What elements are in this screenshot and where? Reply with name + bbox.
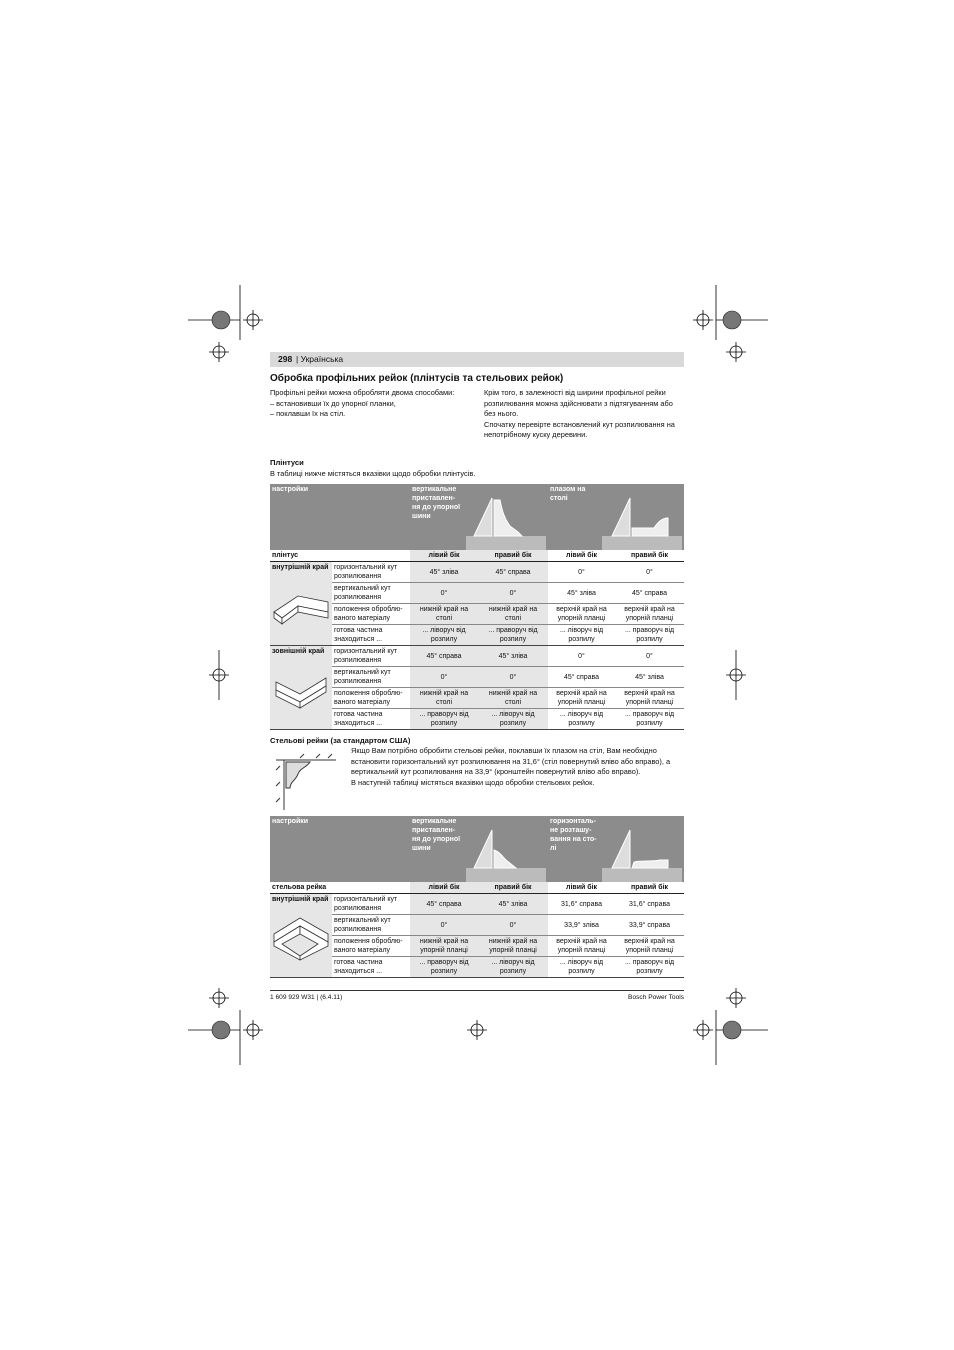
row-label: горизонтальний кут розпилювання	[332, 894, 410, 915]
row-label: горизонтальний кут розпилювання	[332, 562, 410, 583]
flat-position-icon	[602, 820, 682, 882]
table-row	[270, 604, 684, 625]
group-name: внутрішній край	[272, 564, 329, 571]
vertical-position-icon	[466, 488, 546, 550]
cell: 45° зліва	[410, 562, 478, 583]
cell: ... ліворуч від розпилу	[548, 957, 615, 978]
table-row	[270, 646, 684, 667]
cell: ... праворуч від розпилу	[410, 709, 478, 730]
cell: верхній край на упорній планці	[548, 936, 615, 957]
header-flat	[548, 484, 684, 550]
table-header-row	[270, 484, 684, 550]
footer-doc-number: 1 609 929 W31 | (6.4.11)	[270, 994, 343, 1001]
table-row	[270, 562, 684, 583]
cell: 45° зліва	[478, 894, 548, 915]
crown-table	[270, 816, 684, 978]
row-label: вертикальний кут розпилювання	[332, 915, 410, 936]
row-label: готова частина знаходиться ...	[332, 709, 410, 730]
cell: ... ліворуч від розпилу	[478, 709, 548, 730]
header-vertical	[410, 816, 548, 882]
group-name: зовнішній край	[272, 648, 325, 655]
right-side-label: правий бік	[478, 550, 548, 562]
table-header-row	[270, 816, 684, 882]
cell: 45° зліва	[548, 583, 615, 604]
cell: ... праворуч від розпилу	[615, 625, 684, 646]
group-name: внутрішній край	[272, 896, 329, 903]
row-label: готова частина знаходиться ...	[332, 957, 410, 978]
header-flat-label: горизонталь-не розташу-вання на сто-лі	[550, 818, 597, 852]
header-flat	[548, 816, 684, 882]
left-side-label: лівий бік	[410, 550, 478, 562]
left-side-label: лівий бік	[548, 882, 615, 894]
outer-corner-icon	[272, 664, 330, 714]
cell: нижній край на столі	[478, 604, 548, 625]
skirting-table	[270, 484, 684, 730]
cell: ... праворуч від розпилу	[615, 957, 684, 978]
cell: 45° справа	[410, 646, 478, 667]
group-inner-edge	[270, 894, 332, 978]
cell: 0°	[410, 915, 478, 936]
intro-right-paragraph-1: Крім того, в залежності від ширини профільної рейки розпилювання можна здійснювати з підтягуванням або без нього.	[484, 388, 673, 418]
cell: 45° справа	[615, 583, 684, 604]
right-side-label: правий бік	[615, 882, 684, 894]
footer-brand: Bosch Power Tools	[628, 994, 684, 1001]
crown-paragraph-1: Якщо Вам потрібно обробити стельові рейки, поклавши їх плазом на стіл, Вам необхідно встановити горизонтальний кут розпилювання на 31,6° (стіл повернутий вліво або вправо), а вертикальний кут розпилювання на 33,9° (кронштейн повернутий вліво або вправо).	[351, 746, 671, 776]
cell: ... ліворуч від розпилу	[478, 957, 548, 978]
cell: ... ліворуч від розпилу	[548, 709, 615, 730]
cell: 0°	[615, 562, 684, 583]
table-row	[270, 688, 684, 709]
footer-divider	[270, 990, 684, 991]
row-label: вертикальний кут розпилювання	[332, 583, 410, 604]
cell: ... праворуч від розпилу	[615, 709, 684, 730]
cell: ... ліворуч від розпилу	[410, 625, 478, 646]
cell: 45° справа	[478, 562, 548, 583]
table-row	[270, 936, 684, 957]
cell: нижній край на столі	[478, 688, 548, 709]
cell: 31,6° справа	[615, 894, 684, 915]
cell: 0°	[410, 667, 478, 688]
table-row	[270, 667, 684, 688]
table-row	[270, 583, 684, 604]
header-vertical	[410, 484, 548, 550]
cell: 45° зліва	[478, 646, 548, 667]
cell: нижній край на упорній планці	[478, 936, 548, 957]
left-side-label: лівий бік	[548, 550, 615, 562]
intro-left-paragraph: Профільні рейки можна обробляти двома способами:	[270, 388, 455, 397]
crown-molding-icon	[270, 752, 340, 812]
intro-left	[270, 388, 475, 420]
intro-right	[484, 388, 684, 441]
cell: 45° справа	[548, 667, 615, 688]
row-label: положення оброблю-ваного матеріалу	[332, 604, 410, 625]
page-number: 298	[278, 354, 293, 364]
intro-list-item: – встановивши їх до упорної планки,	[270, 398, 396, 408]
cell: нижній край на упорній планці	[410, 936, 478, 957]
row-label: вертикальний кут розпилювання	[332, 667, 410, 688]
cell: 31,6° справа	[548, 894, 615, 915]
cell: верхній край на упорній планці	[548, 604, 615, 625]
section-title: Обробка профільних рейок (плінтусів та стельових рейок)	[270, 373, 564, 384]
cell: ... праворуч від розпилу	[478, 625, 548, 646]
cell: верхній край на упорній планці	[548, 688, 615, 709]
cell: нижній край на столі	[410, 604, 478, 625]
header-vertical-label: вертикальне приставлен-ня до упорної шини	[412, 486, 461, 520]
page-language: | Українська	[296, 354, 344, 364]
cell: 33,9° справа	[615, 915, 684, 936]
cell: ... ліворуч від розпилу	[548, 625, 615, 646]
cell: 0°	[548, 646, 615, 667]
inner-corner-icon	[272, 582, 330, 632]
table-subheader-row	[270, 550, 684, 562]
table-row	[270, 957, 684, 978]
intro-list-item: – поклавши їх на стіл.	[270, 409, 346, 418]
group-outer-edge	[270, 646, 332, 730]
cell: 0°	[548, 562, 615, 583]
header-settings: настройки	[270, 484, 410, 550]
cell: 0°	[410, 583, 478, 604]
cell: 0°	[478, 915, 548, 936]
left-side-label: лівий бік	[410, 882, 478, 894]
table-row	[270, 894, 684, 915]
cell: 0°	[615, 646, 684, 667]
flat-position-icon	[602, 488, 682, 550]
cell: 0°	[478, 667, 548, 688]
row-label: горизонтальний кут розпилювання	[332, 646, 410, 667]
cell: 33,9° зліва	[548, 915, 615, 936]
row-label: положення оброблю-ваного матеріалу	[332, 688, 410, 709]
cell: верхній край на упорній планці	[615, 936, 684, 957]
table-row	[270, 709, 684, 730]
table-subheader-row	[270, 882, 684, 894]
table-row	[270, 625, 684, 646]
group-inner-edge	[270, 562, 332, 646]
row-label-crown: стельова рейка	[270, 882, 410, 894]
header-settings: настройки	[270, 816, 410, 882]
table-row	[270, 915, 684, 936]
skirting-note: В таблиці нижче містяться вказівки щодо обробки плінтусів.	[270, 469, 476, 478]
row-label-skirting: плінтус	[270, 550, 410, 562]
cell: ... праворуч від розпилу	[410, 957, 478, 978]
header-flat-label: плазом на столі	[550, 486, 586, 502]
cell: 45° зліва	[615, 667, 684, 688]
crown-corner-icon	[272, 912, 330, 962]
row-label: готова частина знаходиться ...	[332, 625, 410, 646]
vertical-position-icon	[466, 820, 546, 882]
intro-right-paragraph-2: Спочатку перевірте встановлений кут розпилювання на непотрібному куску деревини.	[484, 419, 675, 439]
crown-paragraph-2: В наступній таблиці містяться вказівки щодо обробки стельових рейок.	[351, 777, 595, 787]
cell: нижній край на столі	[410, 688, 478, 709]
crown-heading: Стельові рейки (за стандартом США)	[270, 736, 411, 745]
skirting-heading: Плінтуси	[270, 458, 304, 467]
cell: 0°	[478, 583, 548, 604]
right-side-label: правий бік	[615, 550, 684, 562]
row-label: положення оброблю-ваного матеріалу	[332, 936, 410, 957]
cell: 45° справа	[410, 894, 478, 915]
cell: верхній край на упорній планці	[615, 688, 684, 709]
header-vertical-label: вертикальне приставлен-ня до упорної шини	[412, 818, 461, 852]
right-side-label: правий бік	[478, 882, 548, 894]
crown-text	[351, 746, 685, 788]
cell: верхній край на упорній планці	[615, 604, 684, 625]
